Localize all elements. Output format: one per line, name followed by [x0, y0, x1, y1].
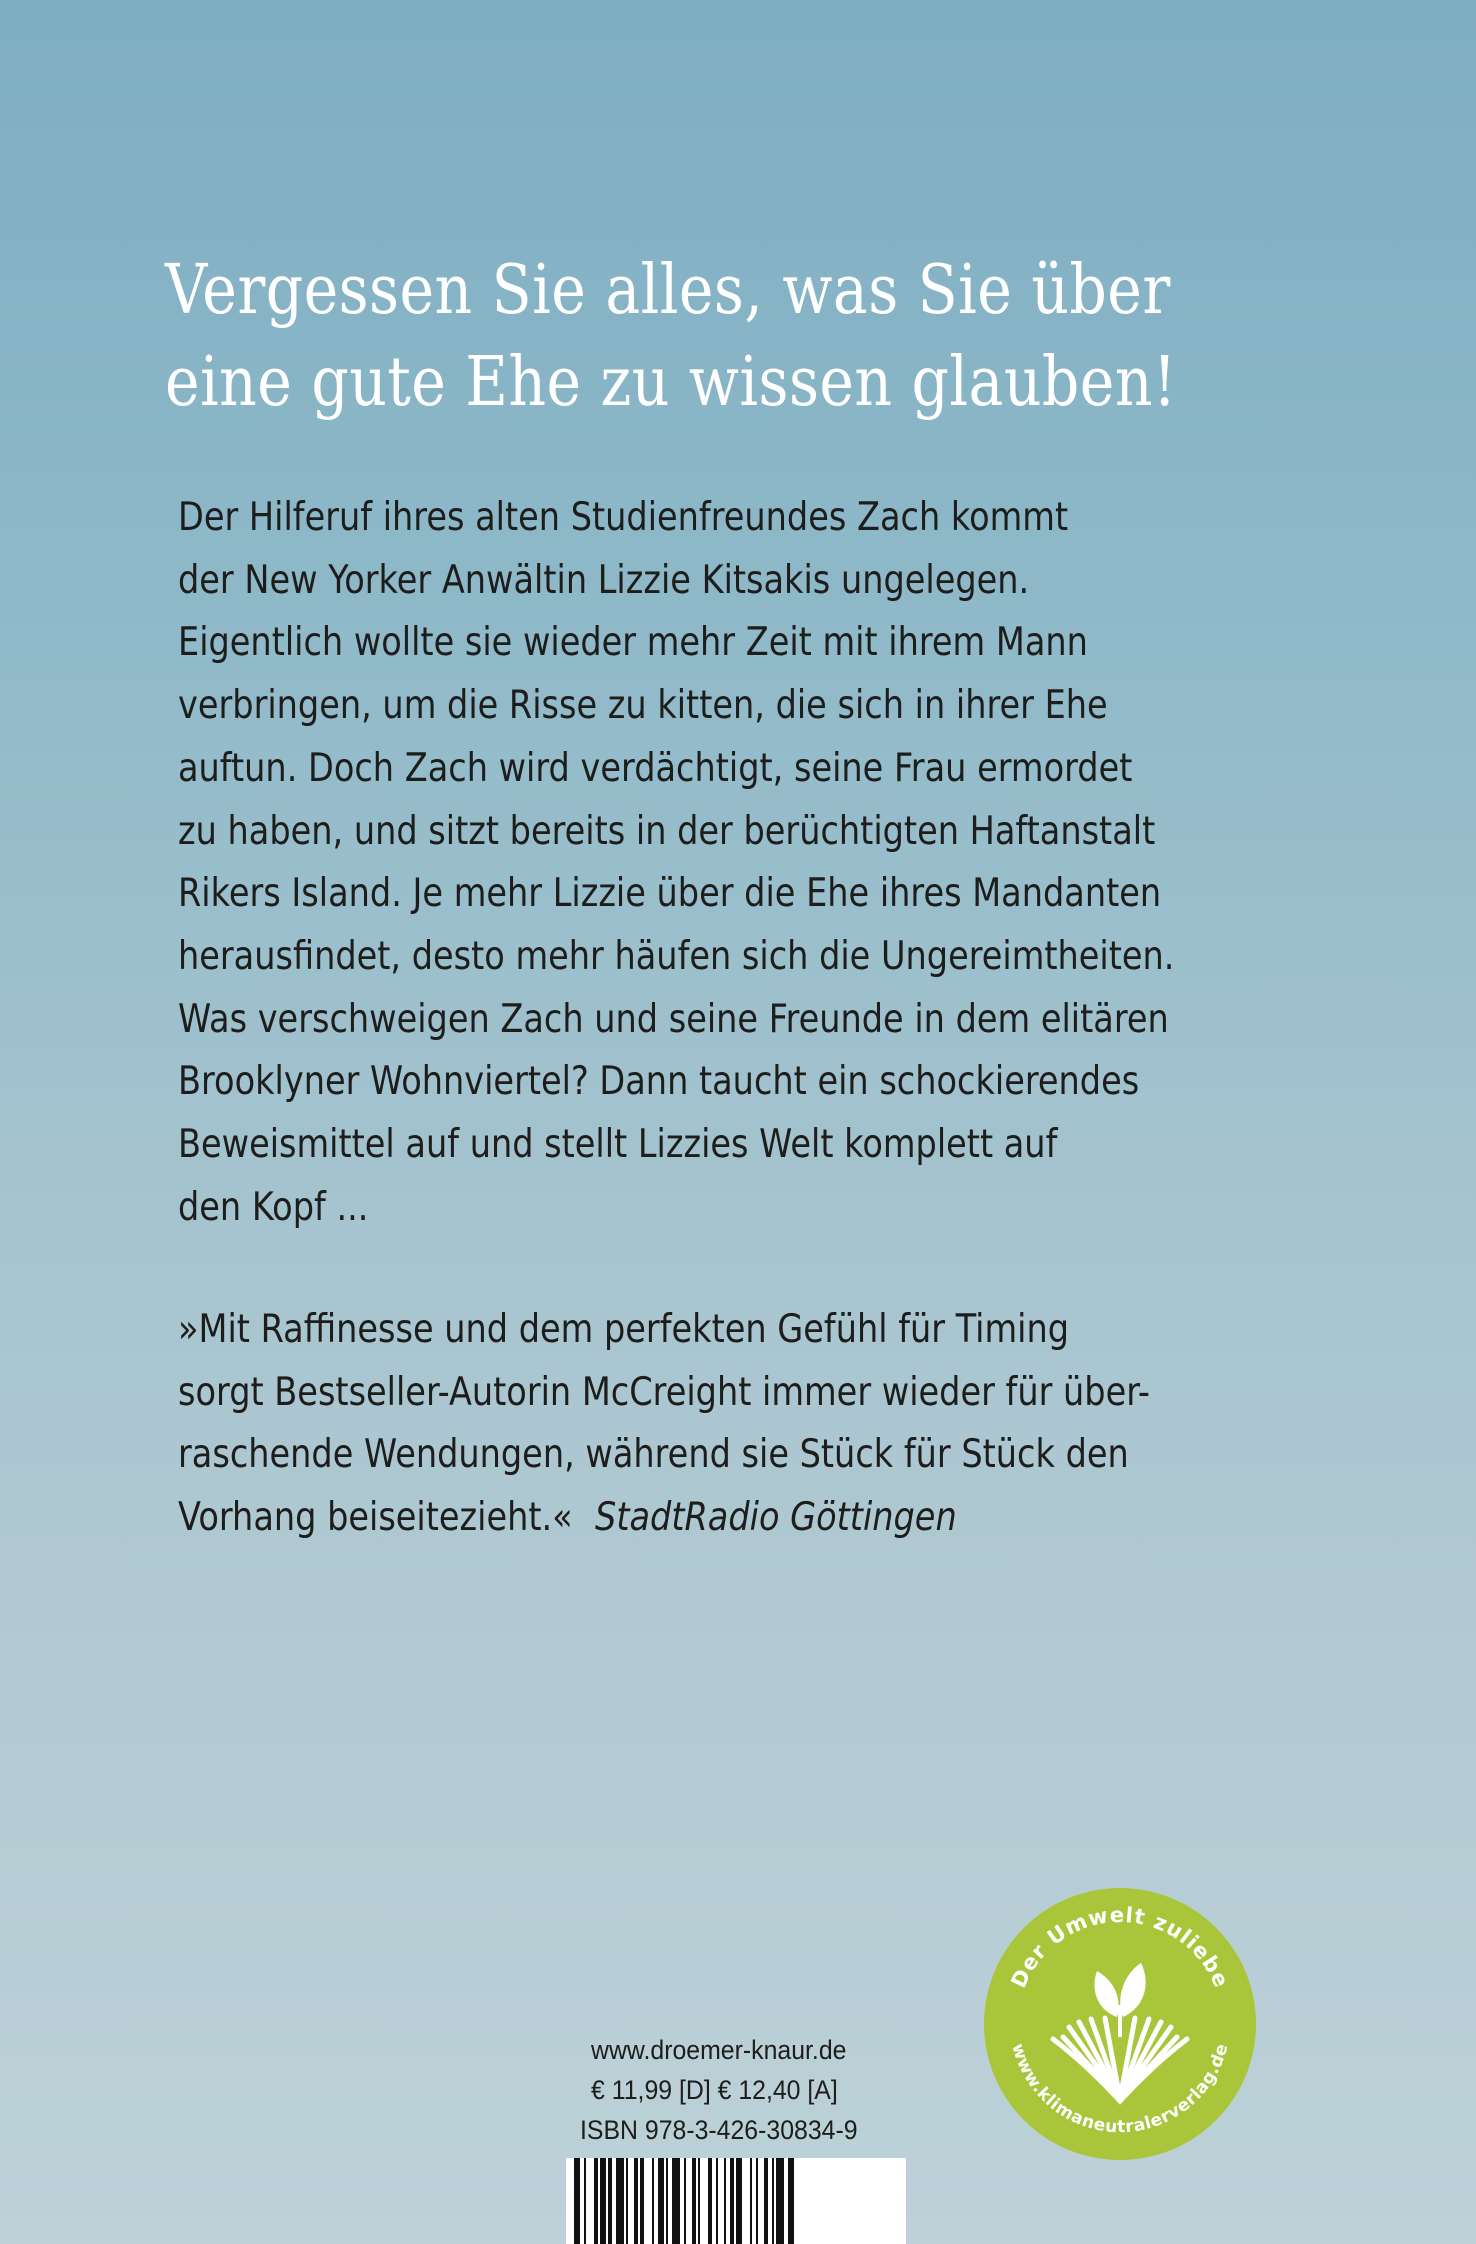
- barcode-bar: [708, 2158, 712, 2244]
- barcode-bar: [684, 2158, 686, 2244]
- barcode-bar: [756, 2158, 758, 2244]
- barcode-icon: [566, 2158, 906, 2244]
- barcode-bar: [736, 2158, 742, 2244]
- barcode-bar: [764, 2158, 768, 2244]
- quote-source: StadtRadio Göttingen: [595, 1495, 957, 1541]
- barcode-bar: [692, 2158, 696, 2244]
- blurb-line: den Kopf ...: [178, 1184, 369, 1230]
- review-quote: [178, 1299, 1201, 1550]
- headline-line: Vergessen Sie alles, was Sie über: [165, 251, 1171, 330]
- headline-line: eine gute Ehe zu wissen glauben!: [165, 343, 1177, 422]
- imprint: [580, 2030, 884, 2150]
- barcode-bar: [750, 2158, 752, 2244]
- barcode-bar: [788, 2158, 794, 2244]
- price: € 11,99 [D] € 12,40 [A]: [591, 2075, 838, 2105]
- barcode-bar: [626, 2158, 628, 2244]
- publisher-website: www.droemer-knaur.de: [591, 2035, 847, 2065]
- barcode: [566, 2158, 906, 2244]
- blurb-line: Rikers Island. Je mehr Lizzie über die Ehe ihres Mandanten: [178, 871, 1162, 917]
- barcode-bar: [658, 2158, 664, 2244]
- blurb-line: Der Hilferuf ihres alten Studienfreundes Zach kommt: [178, 495, 1069, 540]
- barcode-bar: [616, 2158, 624, 2244]
- barcode-bar: [666, 2158, 668, 2244]
- barcode-bar: [640, 2158, 644, 2244]
- blurb-line: zu haben, und sitzt bereits in der berüchtigten Haftanstalt: [178, 808, 1156, 854]
- blurb-line: Eigentlich wollte sie wieder mehr Zeit mit ihrem Mann: [178, 620, 1088, 666]
- barcode-bar: [584, 2158, 586, 2244]
- headline: [165, 245, 1197, 429]
- isbn: ISBN 978-3-426-30834-9: [580, 2115, 858, 2145]
- badge-bottom-text: www.klimaneutralerverlag.de: [1007, 2041, 1233, 2138]
- blurb-line: Beweismittel auf und stellt Lizzies Welt komplett auf: [178, 1122, 1058, 1168]
- quote-line: »Mit Raffinesse und dem perfekten Gefühl für Timing: [178, 1307, 1070, 1352]
- barcode-bar: [716, 2158, 718, 2244]
- barcode-bar: [672, 2158, 680, 2244]
- barcode-bar: [698, 2158, 700, 2244]
- barcode-bar: [652, 2158, 654, 2244]
- quote-last-line: [178, 1487, 1201, 1550]
- barcode-bar: [724, 2158, 726, 2244]
- blurb-line: auftun. Doch Zach wird verdächtigt, seine Frau ermordet: [178, 745, 1133, 791]
- badge-top-text: Der Umwelt zuliebe: [1006, 1902, 1234, 1992]
- blurb-line: Was verschweigen Zach und seine Freunde in dem elitären: [178, 996, 1169, 1042]
- barcode-bar: [608, 2158, 612, 2244]
- blurb: [178, 487, 1201, 1239]
- blurb-line: herausfindet, desto mehr häufen sich die Ungereimtheiten.: [178, 933, 1175, 979]
- quote-line: raschende Wendungen, während sie Stück für Stück den: [178, 1432, 1129, 1478]
- barcode-bar: [772, 2158, 774, 2244]
- blurb-line: verbringen, um die Risse zu kitten, die sich in ihrer Ehe: [178, 683, 1108, 729]
- barcode-bar: [776, 2158, 784, 2244]
- barcode-bar: [600, 2158, 606, 2244]
- eco-seal-icon: [983, 1887, 1257, 2161]
- blurb-line: Brooklyner Wohnviertel? Dann taucht ein schockierendes: [178, 1059, 1140, 1105]
- barcode-bar: [730, 2158, 734, 2244]
- quote-line: sorgt Bestseller-Autorin McCreight immer wieder für über-: [178, 1369, 1150, 1415]
- eco-badge: [983, 1887, 1257, 2161]
- barcode-bar: [574, 2158, 580, 2244]
- barcode-bar: [594, 2158, 598, 2244]
- barcode-bar: [634, 2158, 638, 2244]
- quote-line: Vorhang beiseitezieht.«: [178, 1495, 573, 1541]
- blurb-line: der New Yorker Anwältin Lizzie Kitsakis ungelegen.: [178, 557, 1030, 603]
